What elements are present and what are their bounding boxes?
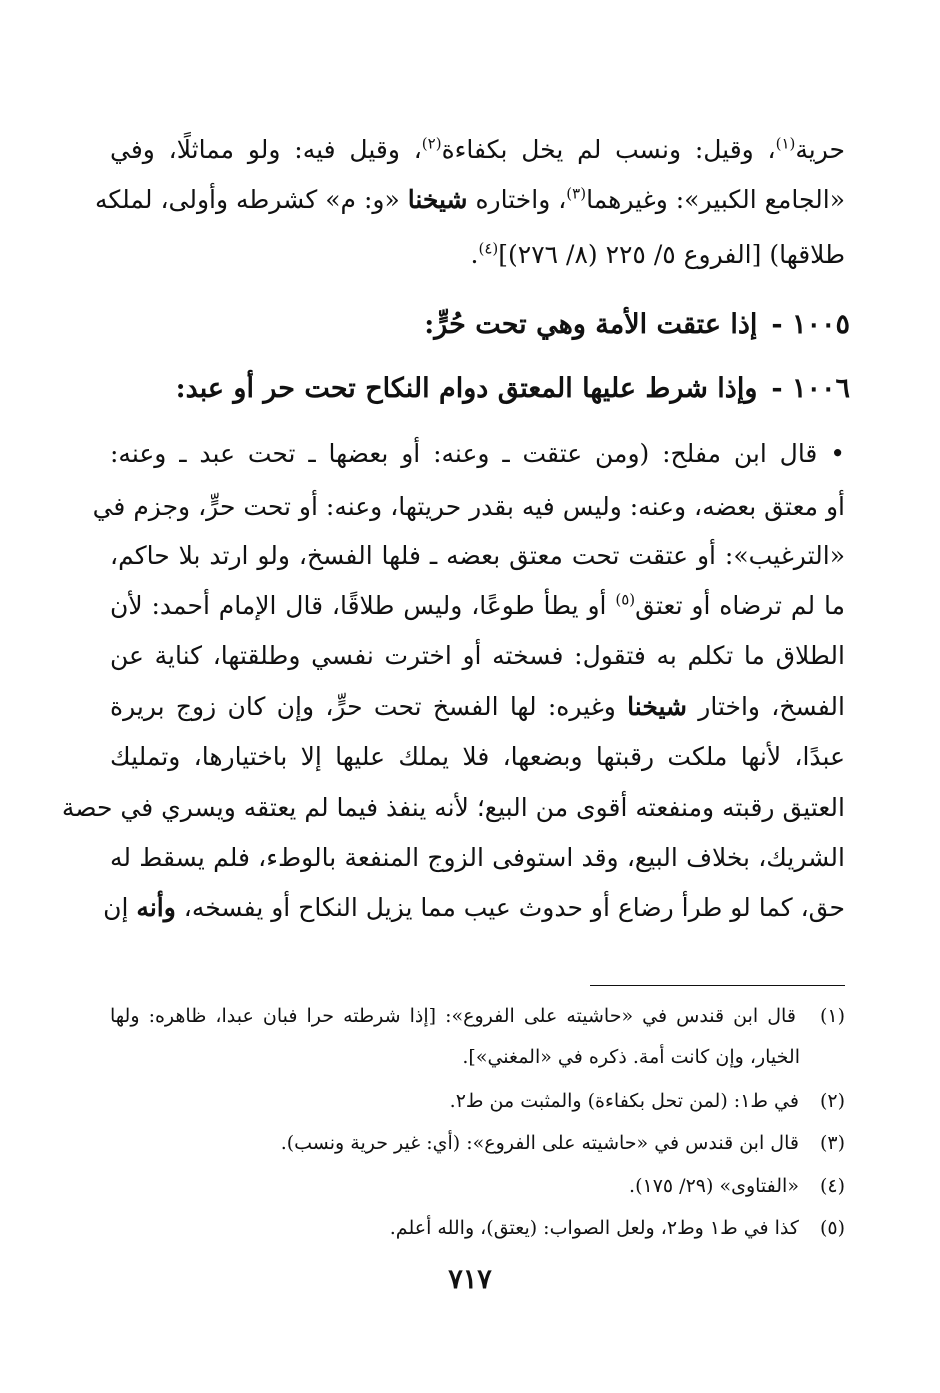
body-line [61, 788, 845, 828]
text-span: طلاقها) [الفروع ٥/ ٢٢٥ (٨/ ٢٧٦)] [498, 240, 845, 269]
body-line-3 [110, 235, 845, 275]
footnote-1-continuation [110, 1041, 845, 1073]
footnote-3 [110, 1127, 845, 1159]
bold-term: شيخنا [627, 692, 687, 721]
footnote-ref-3: (٣) [566, 184, 587, 203]
section-heading-1005 [110, 303, 850, 347]
text-span: عبدًا، لأنها ملكت رقبتها وبضعها، فلا يملك عليها إلا باختيارها، وتمليك [110, 742, 845, 771]
body-line-2 [94, 180, 845, 220]
text-span: • قال ابن مفلح: (ومن عتقت ـ وعنه: أو بعضها ـ تحت عبد ـ وعنه: [110, 439, 845, 468]
heading-number: ١٠٠٦ - [771, 373, 850, 404]
heading-number: ١٠٠٥ - [771, 309, 850, 340]
body-line [110, 586, 845, 626]
text-span: ما لم ترضاه أو تعتق [635, 591, 845, 620]
footnote-number: (٤) [819, 1175, 845, 1197]
bold-term: شيخنا [407, 185, 468, 214]
text-span: «الترغيب»: أو عتقت تحت معتق بعضه ـ فلها الفسخ، ولو ارتد بلا حاكم، [110, 541, 845, 570]
footnote-4 [110, 1170, 845, 1202]
footnote-ref-4: (٤) [478, 239, 499, 258]
body-line [103, 888, 845, 928]
body-line [110, 737, 845, 777]
text-span: وغيره: لها الفسخ تحت حرٍّ، وإن كان زوج بريرة [110, 692, 628, 721]
section-heading-1006 [110, 367, 850, 411]
footnote-number: (٥) [819, 1217, 845, 1239]
footnote-number: (٢) [819, 1090, 845, 1112]
footnote-number: (٣) [819, 1132, 845, 1154]
footnote-text: قال ابن قندس في «حاشيته على الفروع»: [إذا شرطته حرا فبان عبدا، ظاهره: ولها [110, 1005, 796, 1027]
heading-text: وإذا شرط عليها المعتق دوام النكاح تحت حر أو عبد: [175, 373, 758, 404]
footnote-ref-5: (٥) [615, 590, 636, 609]
text-span: الطلاق ما تكلم به فتقول: فسخته أو اخترت نفسي وطلقتها، كناية عن [110, 641, 845, 670]
footnote-number: (١) [819, 1005, 845, 1027]
heading-text: إذا عتقت الأمة وهي تحت حُرٍّ: [424, 309, 758, 340]
text-span: أو يطأ طوعًا، وليس طلاقًا، قال الإمام أحمد: لأن [110, 591, 616, 620]
footnote-ref-2: (٢) [421, 134, 442, 153]
footnote-separator [590, 985, 845, 986]
body-line [110, 434, 845, 474]
footnote-ref-1: (١) [775, 134, 796, 153]
body-line [110, 838, 845, 878]
text-span: الفسخ، واختار [686, 692, 845, 721]
body-line [110, 536, 845, 576]
body-line [92, 487, 845, 527]
text-span: الشريك، بخلاف البيع، وقد استوفى الزوج المنفعة بالوطء، فلم يسقط له [110, 843, 845, 872]
page-number: ٧١٧ [448, 1264, 492, 1295]
text-span: حق، كما لو طرأ رضاع أو حدوث عيب مما يزيل النكاح أو يفسخه، [175, 893, 845, 922]
footnote-text: قال ابن قندس في «حاشيته على الفروع»: (أي: غير حرية ونسب). [280, 1132, 799, 1154]
body-line [110, 636, 845, 676]
footnote-2 [110, 1085, 845, 1117]
text-span: إن [103, 893, 137, 922]
text-span: «الجامع الكبير»: وغيرهما [586, 185, 845, 214]
body-line-1 [110, 130, 845, 170]
footnote-text: الخيار، وإن كانت أمة. ذكره في «المغني»]. [462, 1046, 800, 1068]
bold-term: وأنه [136, 893, 176, 922]
text-span: حرية [795, 135, 845, 164]
text-span: ، واختاره [467, 185, 567, 214]
footnote-1 [110, 1000, 845, 1032]
text-span: «و: م» كشرطه وأولى، لملكه [94, 185, 408, 214]
text-span: . [470, 240, 479, 269]
footnote-text: «الفتاوى» (٢٩/ ١٧٥). [629, 1175, 799, 1197]
text-span: العتيق رقبته ومنفعته أقوى من البيع؛ لأنه ينفذ فيما لم يعتقه ويسري في حصة [61, 793, 845, 822]
text-span: أو معتق بعضه، وعنه: وليس فيه بقدر حريتها، وعنه: أو تحت حرٍّ، وجزم في [92, 492, 845, 521]
text-span: ، وقيل فيه: ولو مماثلًا، وفي [110, 135, 422, 164]
footnote-text: في ط١: (لمن تحل بكفاءة) والمثبت من ط٢. [449, 1090, 799, 1112]
body-line [110, 687, 845, 727]
footnote-text: كذا في ط١ وط٢، ولعل الصواب: (يعتق)، والله أعلم. [389, 1217, 799, 1239]
text-span: ، وقيل: ونسب لم يخل بكفاءة [441, 135, 776, 164]
footnote-5 [110, 1212, 845, 1244]
